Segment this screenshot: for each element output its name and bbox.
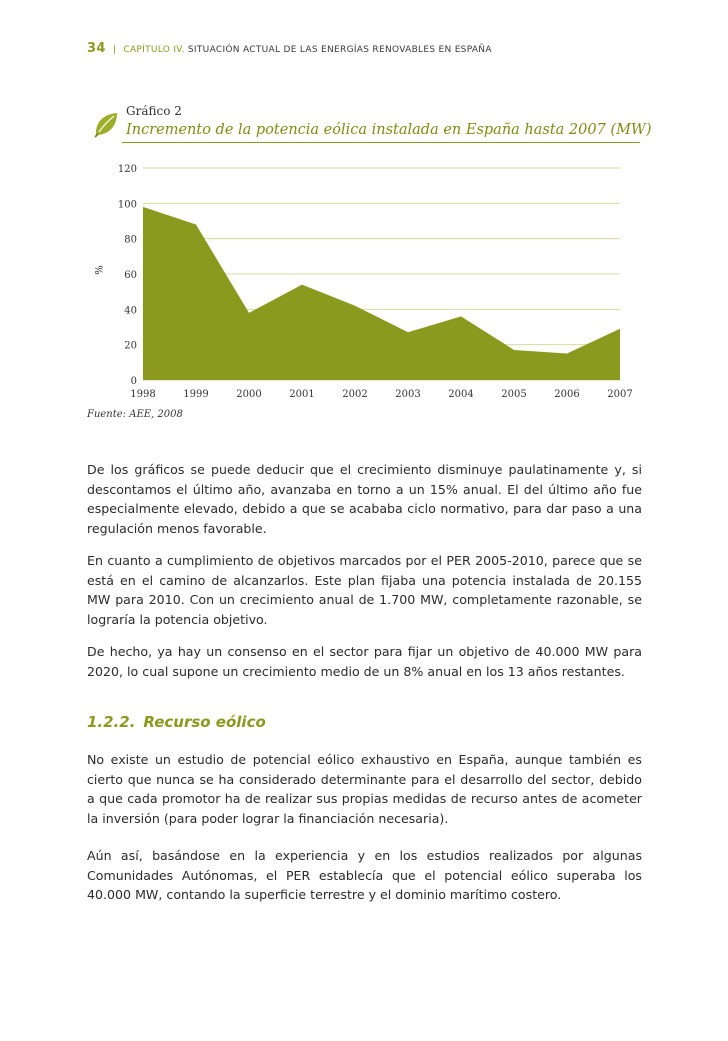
header-separator: | xyxy=(112,45,117,55)
paragraph-2: En cuanto a cumplimiento de objetivos marcados por el PER 2005-2010, parece que se está en el camino de alcanzarlos. Este plan fijaba una potencia instalada de 20.155 MW para 2010. Con un crecimiento anual de 1.700 MW, completamente razonable, se lograría la potencia objetivo. xyxy=(87,553,642,627)
section-heading xyxy=(87,713,266,731)
section-number: 1.2.2. xyxy=(87,713,136,731)
page-number: 34 xyxy=(87,41,106,56)
x-tick-label: 2007 xyxy=(607,389,633,400)
section-title: Recurso eólico xyxy=(143,713,266,731)
x-tick-label: 1999 xyxy=(183,389,209,400)
x-tick-label: 1998 xyxy=(130,389,156,400)
page-header xyxy=(87,41,492,56)
figure-label: Gráfico 2 xyxy=(126,104,182,118)
x-tick-labels xyxy=(130,389,632,400)
x-tick-label: 2000 xyxy=(236,389,262,400)
section-paragraph-1: No existe un estudio de potencial eólico exhaustivo en España, aunque también es cierto que nunca se ha considerado determinante para el desarrollo del sector, debido a que cada promotor ha de realizar sus propias medidas de recurso antes de acometer la inversión (para poder lograr la financiación necesaria). xyxy=(87,752,642,826)
x-tick-label: 2004 xyxy=(448,389,474,400)
y-axis-label: % xyxy=(92,265,103,275)
area-series xyxy=(143,207,620,380)
x-tick-label: 2002 xyxy=(342,389,368,400)
area-chart xyxy=(84,150,644,408)
x-tick-label: 2006 xyxy=(554,389,580,400)
y-tick-label: 40 xyxy=(124,305,137,317)
x-tick-label: 2005 xyxy=(501,389,527,400)
y-tick-labels xyxy=(118,164,137,387)
paragraph-1: De los gráficos se puede deducir que el crecimiento disminuye paulatinamente y, si descontamos el último año, avanzaba en torno a un 15% anual. El del último año fue especialmente elevado, debido a que se acababa ciclo normativo, para dar paso a una regulación menos favorable. xyxy=(87,462,642,536)
paragraph-3: De hecho, ya hay un consenso en el sector para fijar un objetivo de 40.000 MW para 2020, lo cual supone un crecimiento medio de un 8% anual en los 13 años restantes. xyxy=(87,644,642,679)
x-tick-label: 2001 xyxy=(289,389,315,400)
chapter-label: CAPÍTULO IV. xyxy=(123,45,185,55)
y-tick-label: 120 xyxy=(117,164,137,175)
y-tick-label: 80 xyxy=(124,234,137,246)
y-tick-label: 20 xyxy=(124,340,137,352)
y-tick-label: 100 xyxy=(117,199,137,211)
y-tick-label: 60 xyxy=(124,270,137,281)
figure-source: Fuente: AEE, 2008 xyxy=(87,409,183,420)
figure-title: Incremento de la potencia eólica instalada en España hasta 2007 (MW) xyxy=(126,122,652,138)
title-divider xyxy=(122,142,640,143)
leaf-icon xyxy=(91,109,121,139)
x-tick-label: 2003 xyxy=(395,389,421,400)
section-paragraph-2: Aún así, basándose en la experiencia y en los estudios realizados por algunas Comunidades Autónomas, el PER establecía que el potencial eólico superaba los 40.000 MW, contando la superficie terrestre y el dominio marítimo costero. xyxy=(87,848,642,903)
chapter-title: SITUACIÓN ACTUAL DE LAS ENERGÍAS RENOVABLES EN ESPAÑA xyxy=(187,45,492,55)
y-tick-label: 0 xyxy=(130,376,137,387)
